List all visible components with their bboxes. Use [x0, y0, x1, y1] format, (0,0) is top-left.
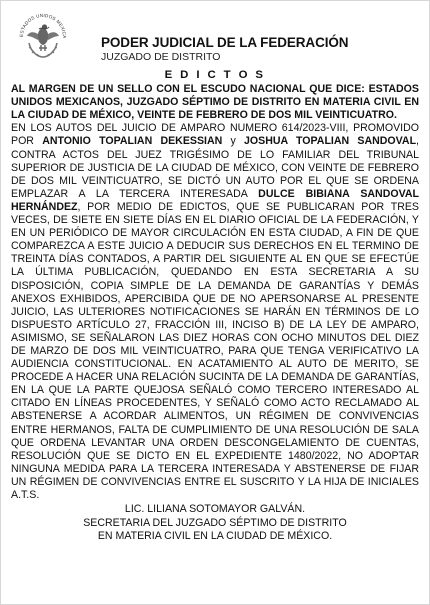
notice-body [11, 122, 419, 502]
body-text-part: y [222, 135, 245, 148]
organization-subtitle: JUZGADO DE DISTRITO [101, 51, 221, 63]
body-text-part: , CONTRA ACTOS DEL JUEZ TRIGÉSIMO DE LO FAMILIAR DEL TRIBUNAL SUPERIOR DE JUSTICIA DE LA CIUDAD DE MÉXICO, CON VEINTE DE FEBRERO DE DOS MIL VEINTICUATRO, SE DICTÓ UN AUTO POR EL QUE SE ORDENA EMPLAZAR A LA TERCERA INTERESADA [11, 135, 419, 200]
signer-court: EN MATERIA CIVIL EN LA CIUDAD DE MÉXICO. [97, 530, 333, 543]
signature-block [11, 503, 419, 544]
mexican-coat-of-arms-seal-icon [15, 7, 71, 63]
promovente-name: JOSHUA TOPALIAN SANDOVAL [244, 135, 417, 148]
signer-name: LIC. LILIANA SOTOMAYOR GALVÁN. [124, 503, 306, 516]
letterhead [15, 7, 415, 63]
promovente-name: ANTONIO TOPALIAN DEKESSIAN [42, 135, 223, 148]
seal-text: ESTADOS UNIDOS MEXICA [18, 12, 68, 39]
edict-notice [11, 69, 419, 544]
signer-position: SECRETARIA DEL JUZGADO SÉPTIMO DE DISTRITO [83, 516, 347, 529]
third-party-name: DULCE BIBIANA SANDOVAL HERNÁNDEZ [11, 187, 419, 213]
organization-title: PODER JUDICIAL DE LA FEDERACIÓN [101, 35, 349, 50]
body-text-part: EN LOS AUTOS DEL JUICIO DE AMPARO NUMERO 614/2023-VIII, PROMOVIDO POR [11, 122, 419, 148]
notice-heading: E D I C T O S [164, 69, 266, 81]
notice-intro: AL MARGEN DE UN SELLO CON EL ESCUDO NACIONAL QUE DICE: ESTADOS UNIDOS MEXICANOS, JUZGADO SÉPTIMO DE DISTRITO EN MATERIA CIVIL EN LA CIUDAD DE MÉXICO, VEINTE DE FEBRERO DE DOS MIL VEINTICUATRO. [11, 83, 419, 122]
body-text-part: , POR MEDIO DE EDICTOS, QUE SE PUBLICARAN POR TRES VECES, DE SIETE EN SIETE DÍAS EN EL DIARIO OFICIAL DE LA FEDERACIÓN, Y EN UN PERIÓDICO DE MAYOR CIRCULACIÓN EN ESTA CIUDAD, A FIN DE QUE COMPAREZCA A ESTE JUICIO A DEDUCIR SUS DERECHOS EN EL TERMINO DE TREINTA DÍAS CONTADOS, A PARTIR DEL SIGUIENTE AL EN QUE SE EFECTÚE LA ÚLTIMA PUBLICACIÓN, QUEDANDO EN ESTA SECRETARIA A SU DISPOSICIÓN, COPIA SIMPLE DE LA DEMANDA DE GARANTÍAS Y DEMÁS ANEXOS EXHIBIDOS, APERCIBIDA QUE DE NO APERSONARSE AL PRESENTE JUICIO, LAS ULTERIORES NOTIFICACIONES SE HARÁN EN TÉRMINOS DE LO DISPUESTO ARTÍCULO 27, FRACCIÓN III, INCISO B) DE LA LEY DE AMPARO, ASIMISMO, SE SEÑALARON LAS DIEZ HORAS CON OCHO MINUTOS DEL DIEZ DE MARZO DE DOS MIL VEINTICUATRO, PARA QUE TENGA VERIFICATIVO LA AUDIENCIA CONSTITUCIONAL. EN ACATAMIENTO AL AUTO DE MERITO, SE PROCEDE A HACER UNA RELACIÓN SUCINTA DE LA DEMANDA DE GARANTÍAS, EN LA QUE LA PARTE QUEJOSA SEÑALÓ COMO TERCERO INTERESADO AL CITADO EN LÍNEAS PROCEDENTES, Y SEÑALÓ COMO ACTO RECLAMADO AL ABSTENERSE A ACORDAR ALIMENTOS, UN RÉGIMEN DE CONVIVENCIAS ENTRE HERMANOS, FALTA DE CUMPLIMIENTO DE UNA RESOLUCIÓN DE SALA QUE ORDENA LEVANTAR UNA ORDEN DESCONGELAMIENTO DE CUENTAS, RESOLUCIÓN QUE SE DICTO EN EL EXPEDIENTE 1480/2022, NO ADOPTAR NINGUNA MEDIDA PARA LA TERCERA INTERESADA Y ABSTENERSE DE FIJAR UN RÉGIMEN DE CONVIVENCIAS ENTRE EL SUSCRITO Y LA HIJA DE INICIALES A.T.S. [11, 200, 419, 501]
